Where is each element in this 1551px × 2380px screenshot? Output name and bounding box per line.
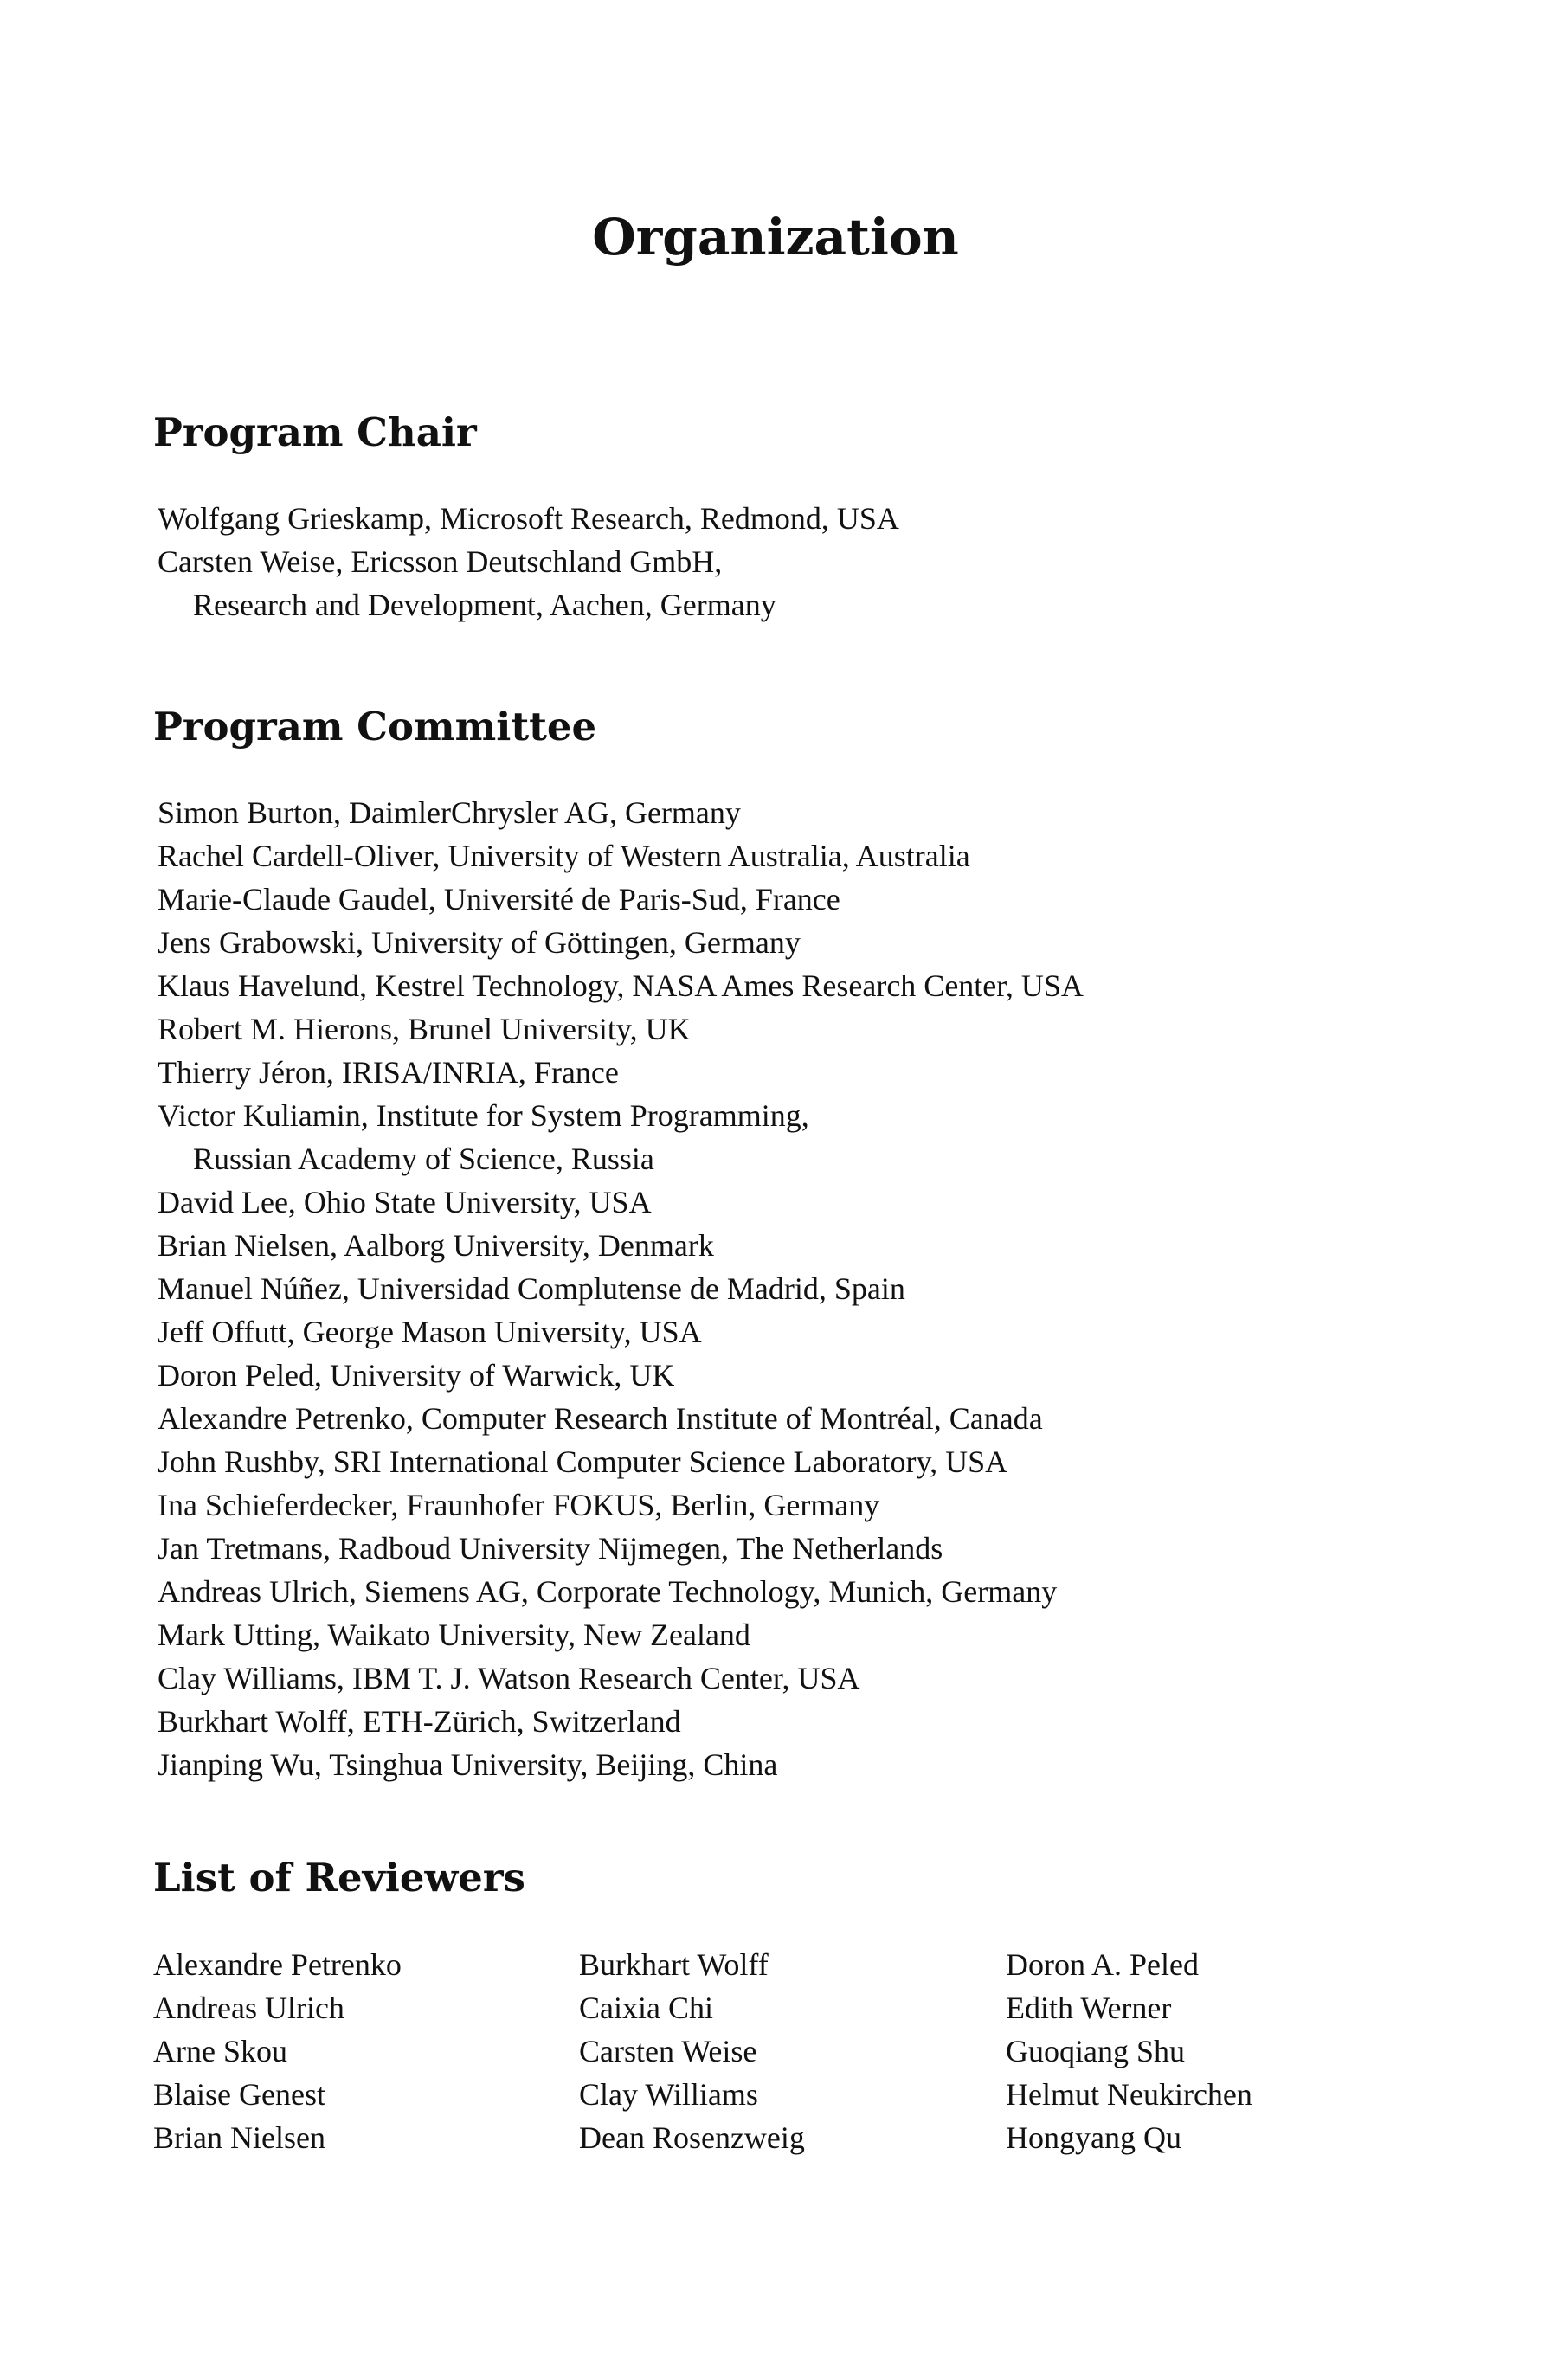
affiliation-line: Ina Schieferdecker, Fraunhofer FOKUS, Berlin, Germany (158, 1488, 880, 1522)
affiliation-entry (158, 1613, 1084, 1656)
affiliation-entry (158, 1007, 1084, 1051)
reviewer-name: Hongyang Qu (1006, 2120, 1181, 2155)
affiliation-line: Victor Kuliamin, Institute for System Programming, (158, 1098, 809, 1133)
program-chair-heading: Program Chair (153, 409, 477, 455)
reviewer-name: Andreas Ulrich (153, 1991, 344, 2025)
affiliation-line: Jens Grabowski, University of Göttingen, Germany (158, 925, 801, 960)
affiliation-line: Jan Tretmans, Radboud University Nijmegen, The Netherlands (158, 1531, 943, 1566)
affiliation-line: Thierry Jéron, IRISA/INRIA, France (158, 1055, 619, 1090)
affiliation-entry (158, 1310, 1084, 1354)
program-committee-list (158, 791, 1084, 1786)
affiliation-line: David Lee, Ohio State University, USA (158, 1185, 652, 1219)
affiliation-entry (158, 791, 1084, 834)
reviewer-name: Edith Werner (1006, 1991, 1172, 2025)
reviewer-name: Guoqiang Shu (1006, 2034, 1185, 2068)
affiliation-entry (158, 1354, 1084, 1397)
affiliation-line: Doron Peled, University of Warwick, UK (158, 1358, 675, 1393)
program-chair-list (158, 497, 899, 627)
affiliation-entry (158, 1483, 1084, 1527)
affiliation-entry (158, 1570, 1084, 1613)
affiliation-entry (158, 964, 1084, 1007)
affiliation-entry (158, 1094, 1084, 1180)
reviewer-name: Helmut Neukirchen (1006, 2077, 1252, 2112)
affiliation-entry (158, 1224, 1084, 1267)
affiliation-line: Alexandre Petrenko, Computer Research Institute of Montréal, Canada (158, 1401, 1043, 1436)
reviewer-name: Blaise Genest (153, 2077, 325, 2112)
affiliation-entry (158, 1180, 1084, 1224)
affiliation-line: Manuel Núñez, Universidad Complutense de Madrid, Spain (158, 1271, 905, 1306)
reviewer-name: Clay Williams (579, 2077, 758, 2112)
affiliation-entry (158, 540, 899, 627)
reviewer-name: Brian Nielsen (153, 2120, 325, 2155)
affiliation-continuation: Russian Academy of Science, Russia (193, 1142, 654, 1176)
affiliation-line: Jeff Offutt, George Mason University, USA (158, 1315, 702, 1349)
program-committee-heading: Program Committee (153, 704, 597, 749)
reviewer-name: Alexandre Petrenko (153, 1947, 402, 1982)
reviewers-column-1 (153, 1943, 402, 2159)
affiliation-line: John Rushby, SRI International Computer Science Laboratory, USA (158, 1444, 1008, 1479)
reviewers-column-3 (1006, 1943, 1252, 2159)
affiliation-entry (158, 1656, 1084, 1700)
affiliation-continuation: Research and Development, Aachen, Germany (193, 588, 776, 622)
affiliation-entry (158, 1527, 1084, 1570)
affiliation-entry (158, 1051, 1084, 1094)
affiliation-entry (158, 1267, 1084, 1310)
affiliation-entry (158, 1743, 1084, 1786)
affiliation-entry (158, 834, 1084, 878)
reviewer-name: Caixia Chi (579, 1991, 713, 2025)
affiliation-line: Wolfgang Grieskamp, Microsoft Research, Redmond, USA (158, 501, 899, 536)
reviewer-name: Doron A. Peled (1006, 1947, 1199, 1982)
affiliation-entry (158, 1397, 1084, 1440)
reviewer-name: Burkhart Wolff (579, 1947, 769, 1982)
affiliation-line: Rachel Cardell-Oliver, University of Western Australia, Australia (158, 839, 970, 873)
affiliation-line: Brian Nielsen, Aalborg University, Denmark (158, 1228, 714, 1263)
affiliation-line: Clay Williams, IBM T. J. Watson Research Center, USA (158, 1661, 860, 1695)
reviewer-name: Carsten Weise (579, 2034, 757, 2068)
affiliation-line: Burkhart Wolff, ETH-Zürich, Switzerland (158, 1704, 681, 1739)
affiliation-line: Jianping Wu, Tsinghua University, Beijing, China (158, 1747, 778, 1782)
affiliation-entry (158, 497, 899, 540)
affiliation-line: Klaus Havelund, Kestrel Technology, NASA Ames Research Center, USA (158, 968, 1084, 1003)
affiliation-line: Carsten Weise, Ericsson Deutschland GmbH, (158, 544, 723, 579)
reviewers-heading: List of Reviewers (153, 1855, 525, 1901)
reviewer-name: Arne Skou (153, 2034, 287, 2068)
affiliation-entry (158, 1440, 1084, 1483)
page-title: Organization (592, 207, 959, 267)
affiliation-line: Marie-Claude Gaudel, Université de Paris-Sud, France (158, 882, 840, 917)
reviewer-name: Dean Rosenzweig (579, 2120, 805, 2155)
affiliation-line: Robert M. Hierons, Brunel University, UK (158, 1012, 691, 1046)
affiliation-line: Andreas Ulrich, Siemens AG, Corporate Technology, Munich, Germany (158, 1574, 1058, 1609)
affiliation-line: Mark Utting, Waikato University, New Zealand (158, 1618, 750, 1652)
affiliation-entry (158, 921, 1084, 964)
affiliation-line: Simon Burton, DaimlerChrysler AG, Germany (158, 795, 741, 830)
affiliation-entry (158, 878, 1084, 921)
reviewers-column-2 (579, 1943, 805, 2159)
affiliation-entry (158, 1700, 1084, 1743)
